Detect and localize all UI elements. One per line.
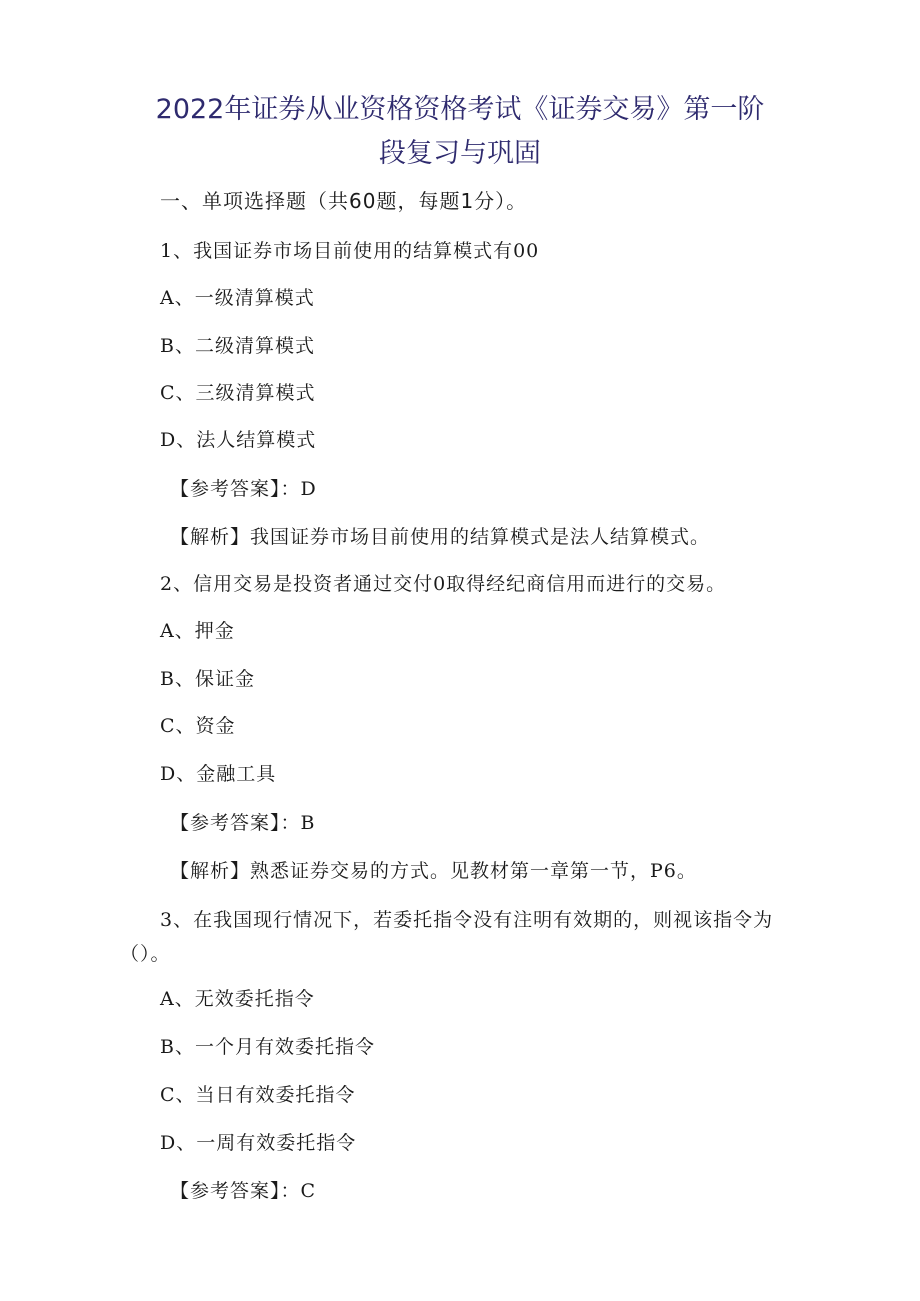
- question-1-option-c: C、三级清算模式: [160, 382, 316, 404]
- document-title: [0, 88, 920, 176]
- question-1-option-d: D、法人结算模式: [160, 429, 317, 451]
- title-line-1: 2022年证券从业资格资格考试《证券交易》第一阶: [155, 94, 765, 125]
- question-3-answer: 【参考答案】：C: [170, 1180, 317, 1202]
- question-3-option-b: B、一个月有效委托指令: [160, 1036, 375, 1058]
- question-3-stem: 3、在我国现行情况下，若委托指令没有注明有效期的，则视该指令为（）。: [120, 909, 774, 965]
- question-1-answer: 【参考答案】：D: [170, 478, 317, 500]
- question-2-option-d: D、金融工具: [160, 763, 277, 785]
- title-line-2: 段复习与巩固: [379, 138, 541, 169]
- question-2-stem: 2、信用交易是投资者通过交付0取得经纪商信用而进行的交易。: [160, 573, 727, 595]
- section-heading: 一、单项选择题（共60题，每题1分）。: [160, 189, 528, 213]
- question-3-option-a: A、无效委托指令: [160, 988, 315, 1010]
- question-1-stem: 1、我国证券市场目前使用的结算模式有00: [160, 240, 540, 262]
- question-3-option-d: D、一周有效委托指令: [160, 1132, 357, 1154]
- question-3-option-c: C、当日有效委托指令: [160, 1084, 356, 1106]
- question-2-option-c: C、资金: [160, 715, 236, 737]
- question-2-option-a: A、押金: [160, 620, 235, 642]
- question-1-option-a: A、一级清算模式: [160, 287, 315, 309]
- question-2-answer: 【参考答案】：B: [170, 812, 316, 834]
- question-1-analysis: 【解析】我国证券市场目前使用的结算模式是法人结算模式。: [170, 526, 711, 548]
- question-2-analysis: 【解析】熟悉证券交易的方式。见教材第一章第一节，P6。: [170, 860, 697, 882]
- question-1-option-b: B、二级清算模式: [160, 335, 315, 357]
- question-2-option-b: B、保证金: [160, 668, 255, 690]
